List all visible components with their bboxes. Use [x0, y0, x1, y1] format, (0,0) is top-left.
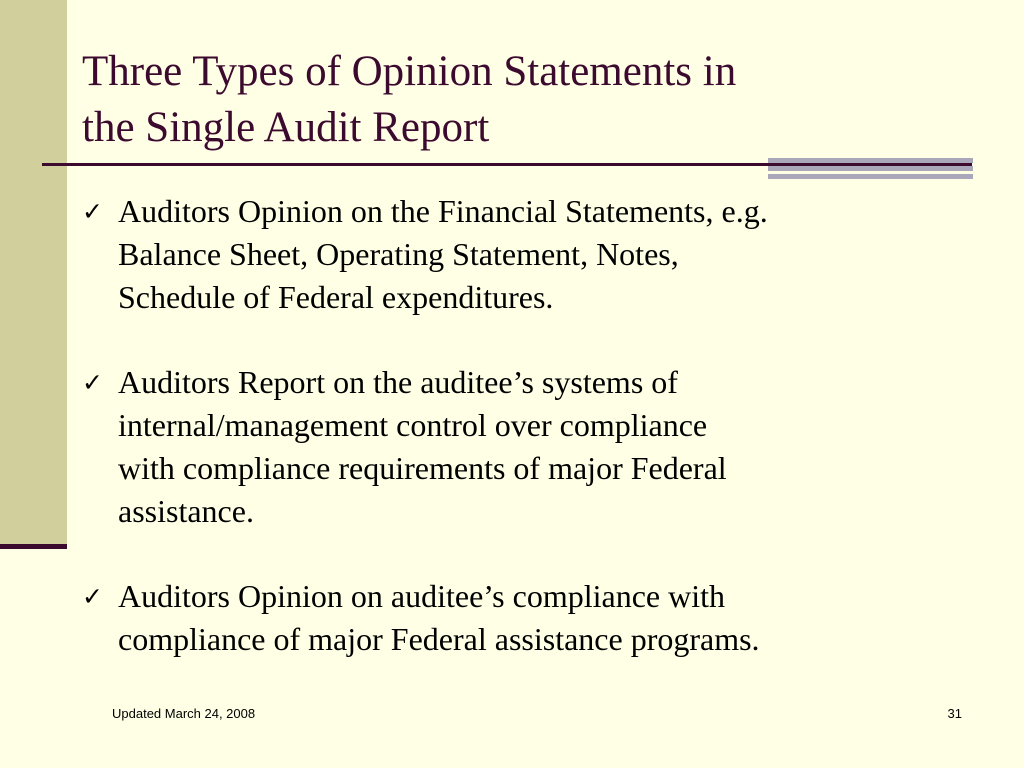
bullet-line: compliance of major Federal assistance programs. — [118, 621, 760, 657]
bullet-line: Auditors Opinion on the Financial Statements, e.g. — [118, 193, 768, 229]
check-mark-icon: ✓ — [82, 582, 103, 611]
bullet-line: internal/management control over compliance — [118, 407, 708, 443]
bullet-line: Balance Sheet, Operating Statement, Notes, — [118, 236, 679, 272]
check-mark-icon: ✓ — [82, 197, 103, 226]
bullet-line: assistance. — [118, 493, 254, 529]
bullet-line: Auditors Report on the auditee’s systems of — [118, 364, 678, 400]
accent-bar — [768, 158, 973, 163]
bullet-line: with compliance requirements of major Federal — [118, 450, 727, 486]
accent-bar — [768, 174, 973, 179]
bullet-list — [80, 190, 960, 661]
slide-title — [82, 44, 942, 156]
bullet-item-compliance-opinion — [80, 575, 960, 661]
check-mark-icon: ✓ — [82, 368, 103, 397]
accent-bar — [768, 166, 973, 171]
left-decorative-band — [0, 0, 67, 544]
decorative-accent-bars — [768, 158, 973, 179]
footer-date: Updated March 24, 2008 — [112, 706, 256, 721]
slide-title-line-1: Three Types of Opinion Statements in — [82, 48, 737, 95]
bullet-line: Schedule of Federal expenditures. — [118, 279, 554, 315]
bullet-item-internal-control-report — [80, 361, 960, 533]
left-accent-bar — [0, 544, 67, 549]
bullet-item-financial-statements-opinion — [80, 190, 960, 319]
page-number: 31 — [947, 706, 962, 721]
slide-title-line-2: the Single Audit Report — [82, 104, 490, 151]
bullet-line: Auditors Opinion on auditee’s compliance with — [118, 578, 725, 614]
